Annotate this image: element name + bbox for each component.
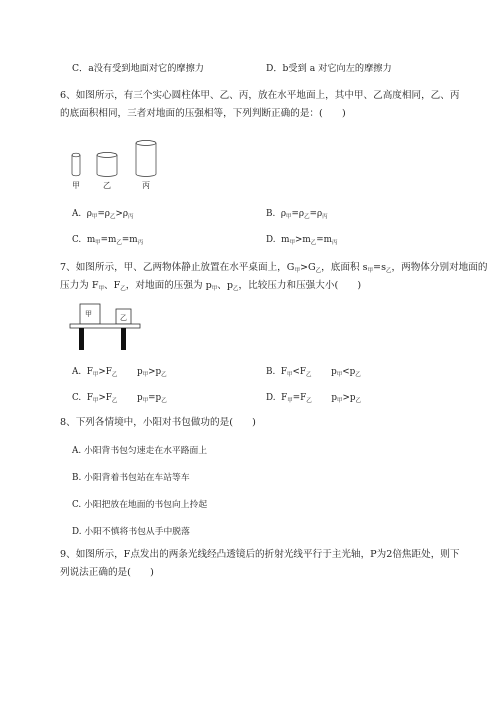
q7-option-a: A. $F_甲>F_乙$ $p_甲>p_乙$ (72, 367, 167, 378)
label-jia: 甲 (72, 181, 80, 190)
cylinder-bing (136, 141, 156, 177)
question-8-text: 8、下列各情境中，小阳对书包做功的是( ) (60, 417, 256, 428)
question-7-line-2: 压力为 $F_甲$、$F_乙$，对地面的压强为 $p_甲$、$p_乙$，比较压力和压强大小( ) (60, 280, 362, 292)
q8-option-a: A. 小阳背书包匀速走在水平路面上 (72, 446, 208, 456)
prev-option-d: D．b受到 a 对它向左的摩擦力 (266, 63, 392, 74)
q7-option-c: C. $F_甲>F_乙$ $p_甲=p_乙$ (72, 393, 167, 404)
q7-option-d: D. $F_甲=F_乙$ $p_甲>p_乙$ (266, 393, 362, 404)
q8-option-b: B. 小阳背着书包站在车站等车 (72, 473, 190, 483)
q6-option-b: B. $\rho_甲=\rho_乙=\rho_丙$ (266, 209, 328, 220)
table-figure (70, 304, 142, 352)
question-7-line-1: 7、如图所示，甲、乙两物体静止放置在水平桌面上，$G_甲>G_乙$，底面积 $s_甲=s_乙$，两物体分别对地面的 (60, 262, 488, 274)
cylinder-yi (97, 153, 117, 177)
q6-option-c: C. $m_甲=m_乙=m_丙$ (72, 235, 144, 246)
table-leg-left (79, 328, 84, 350)
label-yi: 乙 (103, 181, 111, 190)
cylinders-figure (60, 140, 180, 196)
block-label-jia: 甲 (85, 310, 92, 318)
q6-option-a: A. $\rho_甲=\rho_乙>\rho_丙$ (72, 209, 134, 220)
q8-option-d: D. 小阳不慎将书包从手中脱落 (72, 527, 190, 537)
block-label-yi: 乙 (120, 314, 127, 322)
tabletop (70, 324, 140, 328)
question-6-text: 6、如图所示，有三个实心圆柱体甲、乙、丙，放在水平地面上，其中甲、乙高度相同，乙、丙的底面积相同，三者对地面的压强相等，下列判断正确的是：( ) (60, 90, 460, 119)
table-leg-right (121, 328, 126, 350)
cylinder-jia (72, 153, 80, 176)
prev-option-c: C．a没有受到地面对它的摩擦力 (72, 63, 204, 74)
label-bing: 丙 (142, 181, 150, 190)
q6-option-d: D. $m_甲>m_乙=m_丙$ (266, 235, 338, 246)
q7-option-b: B. $F_甲<F_乙$ $p_甲<p_乙$ (266, 367, 361, 378)
q8-option-c: C. 小阳把放在地面的书包向上拎起 (72, 500, 208, 510)
question-9-text: 9、如图所示，F点发出的两条光线经凸透镜后的折射光线平行于主光轴，P为2倍焦距处，则下列说法正确的是( ) (60, 549, 460, 578)
